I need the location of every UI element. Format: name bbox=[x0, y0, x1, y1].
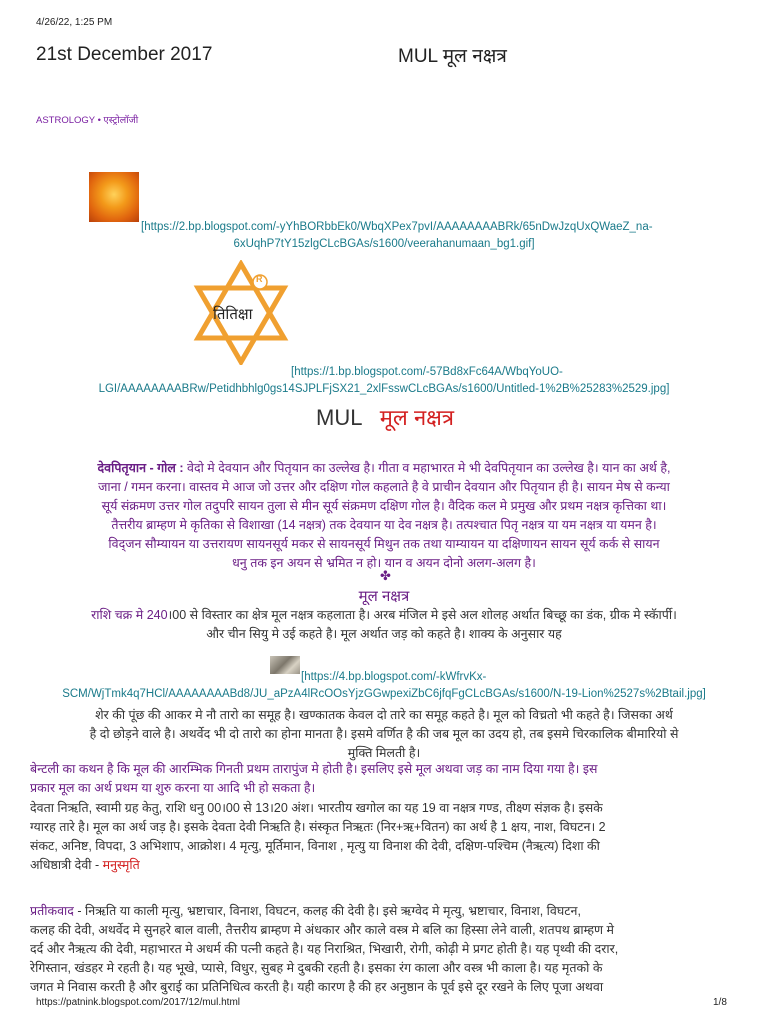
sher-line3: मुक्ति मिलती है। bbox=[347, 746, 421, 760]
prateekvad-line5: जगत मे निवास करती है और बुराई का प्रतिनिधित्व करती है। यही कारण है की हर अनुष्ठान के पूर्व इसे दूर रखने के लिए पूजा अथवा bbox=[30, 980, 604, 994]
image3-link-line2[interactable]: SCM/WjTmk4q7HCl/AAAAAAAABd8/JU_aPzA4lRcOOsYjzGGwpexiZbC6jfqFgCLcBGAs/s1600/N-19-Lion%2527s%2Btail.jpg] bbox=[62, 688, 706, 700]
section-devata bbox=[30, 799, 738, 875]
main-heading bbox=[316, 402, 454, 432]
print-page-number: 1/8 bbox=[713, 997, 727, 1008]
devpitruyan-line4: तैत्तरीय ब्राम्हण मे कृतिका से विशाखा (14 नक्षत्र) तक देवयान या देव नक्षत्र है। तत्पश्चात पितृ नक्षत्र या यम नक्षत्र या यमन है। bbox=[111, 518, 657, 532]
prateekvad-line2: कलह की देवी, अथर्वेद मे सुनहरे बाल वाली, तैत्तरीय ब्राम्हण मे अंधकार और काले वस्त्र मे बलि का हिस्सा लेने वाली, शतपथ ब्राम्हण मे bbox=[30, 923, 614, 937]
image1-link-line2[interactable]: 6xUqhP7tY15zlgCLcBGAs/s1600/veerahanumaan_bg1.gif] bbox=[233, 238, 535, 250]
print-url: https://patnink.blogspot.com/2017/12/mul.html bbox=[36, 997, 241, 1008]
section-sher-ki-poonch bbox=[30, 706, 738, 763]
bentley-line1: बेन्टली का कथन है कि मूल की आरम्भिक गिनती प्रथम तारापुंज मे होती है। इसलिए इसे मूल अथवा जड़ का नाम दिया गया है। इस bbox=[30, 762, 598, 776]
devata-line3: संकट, अनिष्ट, विपदा, 3 अभिशाप, आक्रोश। 4 मृत्यु, मूर्तिमान, विनाश , मृत्यु या विनाश की देवी, दक्षिण-पश्चिम (नैऋत्य) दिशा की bbox=[30, 839, 600, 853]
image3-link-line2-wrap bbox=[0, 688, 768, 700]
devata-line2: ग्यारह तारे है। मूल का अर्थ जड़ है। इसके देवता देवी निऋति है। संस्कृत निऋतः (निर+ऋ+वितन) का अर्थ है 1 क्षय, नाश, विघटन। 2 bbox=[30, 820, 606, 834]
sher-line2: है दो छोड़ने वाले है। अथर्वेद भी दो तारो का होना मानता है। इसमे वर्णित है की जब मूल का उदय हो, तब इसमे चिरकालिक बीमारियो से bbox=[89, 727, 679, 741]
image1-link-line1[interactable]: [https://2.bp.blogspot.com/-yYhBORbbEk0/WbqXPex7pvI/AAAAAAAABRk/65nDwJzqUxQWaeZ_na- bbox=[141, 221, 653, 233]
devata-line4: अधिष्ठात्री देवी - bbox=[30, 858, 103, 872]
bentley-line2: प्रकार मूल का अर्थ प्रथम या शुरु करना या आदि भी हो सकता है। bbox=[30, 781, 316, 795]
print-datetime: 4/26/22, 1:25 PM bbox=[36, 17, 113, 28]
image1-link-line2-wrap bbox=[0, 238, 768, 250]
devpitruyan-line6: धनु तक इन अयन से भ्रमित न हो। यान व अयन दोनो अलग-अलग है। bbox=[232, 556, 536, 570]
devpitruyan-lead: देवपितृयान - गोल : bbox=[97, 461, 184, 475]
registered-mark: R bbox=[256, 274, 263, 284]
prateekvad-lead: प्रतीकवाद bbox=[30, 904, 74, 918]
manusmriti-link[interactable]: मनुस्मृति bbox=[102, 858, 140, 872]
image2-link-line1[interactable]: [https://1.bp.blogspot.com/-57Bd8xFc64A/WbqYoUO- bbox=[291, 366, 563, 378]
prateekvad-line3: दर्द और नैऋत्य की देवी, महाभारत मे अधर्म की पत्नी कहते है। यह निराश्रित, भिखारी, रोगी, कोढ़ी मे प्रगट होती है। यह पृथ्वी की दरार, bbox=[30, 942, 619, 956]
rashi-lead: राशि चक्र मे 240 bbox=[91, 608, 168, 622]
prateekvad-line1: - निऋति या काली मृत्यु, भ्रष्टाचार, विनाश, विघटन, कलह की देवी है। इसे ऋग्वेद मे मृत्यु, भ्रष्टाचार, विनाश, विघटन, bbox=[73, 904, 581, 918]
heading-mul: MUL bbox=[316, 405, 362, 430]
titiksha-text: तितिक्षा bbox=[213, 306, 253, 323]
prateekvad-line4: रेगिस्तान, खंडहर मे रहती है। यह भूखे, प्यासे, विधुर, सुबह मे दुबकी रहती है। इसका रंग काला और वस्त्र भी काला है। यह मृतको के bbox=[30, 961, 603, 975]
section-bentley bbox=[30, 760, 738, 798]
section-devpitruyan bbox=[30, 459, 738, 573]
devpitruyan-line2: जाना / गमन करना। वास्तव मे आज जो उत्तर और दक्षिण गोल कहलाते है वे प्राचीन देवयान और पितृयान ही है। सायन मेष से कन्या bbox=[98, 480, 670, 494]
lions-tail-image[interactable] bbox=[270, 656, 300, 674]
veerahanuman-image[interactable] bbox=[89, 172, 139, 222]
rashi-line2: और चीन सियु मे उई कहते है। मूल अर्थात जड़ को कहते है। शाक्य के अनुसार यह bbox=[206, 627, 562, 641]
section-rashi-chakra bbox=[30, 606, 738, 644]
subheading-mul-nakshatra: मूल नक्षत्र bbox=[358, 588, 410, 605]
titiksha-logo-image[interactable] bbox=[191, 260, 291, 365]
image3-link-line1[interactable]: [https://4.bp.blogspot.com/-kWfrvKx- bbox=[301, 671, 487, 683]
image2-link-line2[interactable]: LGI/AAAAAAAABRw/Petidhbhlg0gs14SJPLFjSX21_2xlFsswCLcBGAs/s1600/Untitled-1%2B%25283%2529.jpg] bbox=[98, 383, 670, 395]
devpitruyan-line3: सूर्य संक्रमण उत्तर गोल तदुपरि सायन तुला से मीन सूर्य संक्रमण दक्षिण गोल है। वैदिक कल मे प्रमुख और प्रथम नक्षत्र कृत्तिका था। bbox=[101, 499, 667, 513]
post-title: MUL मूल नक्षत्र bbox=[398, 46, 507, 67]
image2-link-line2-wrap bbox=[0, 383, 768, 395]
heading-hindi: मूल नक्षत्र bbox=[379, 405, 455, 430]
devpitruyan-line1: वेदो मे देवयान और पितृयान का उल्लेख है। गीता व महाभारत मे भी देवपितृयान का उल्लेख है। यान का अर्थ है, bbox=[183, 461, 671, 475]
devata-line1: देवता निऋति, स्वामी ग्रह केतु, राशि धनु 00।00 से 13।20 अंश। भारतीय खगोल का यह 19 वा नक्षत्र गण्ड, तीक्ष्ण संज्ञक है। इसके bbox=[30, 801, 603, 815]
post-label[interactable]: ASTROLOGY • एस्ट्रोलॉजी bbox=[36, 115, 139, 126]
flower-divider-icon: ✤ bbox=[380, 568, 391, 583]
devpitruyan-line5: विद्जन सौम्यायन या उत्तरायण सायनसूर्य मकर से सायनसूर्य मिथुन तक तथा याम्यायन या दक्षिणायन सायन सूर्य कर्क से सायन bbox=[108, 537, 660, 551]
rashi-line1: ।00 से विस्तार का क्षेत्र मूल नक्षत्र कहलाता है। अरब मंजिल मे इसे अल शोलह अर्थात बिच्छू का डंक, ग्रीक मे स्कॅार्पी। bbox=[167, 608, 677, 622]
sher-line1: शेर की पूंछ की आकर मे नौ तारो का समूह है। खण्कातक केवल दो तारे का समूह कहते है। मूल को विच्रतो भी कहते है। जिसका अर्थ bbox=[95, 708, 673, 722]
section-prateekvad bbox=[30, 902, 738, 997]
post-date: 21st December 2017 bbox=[36, 44, 213, 65]
